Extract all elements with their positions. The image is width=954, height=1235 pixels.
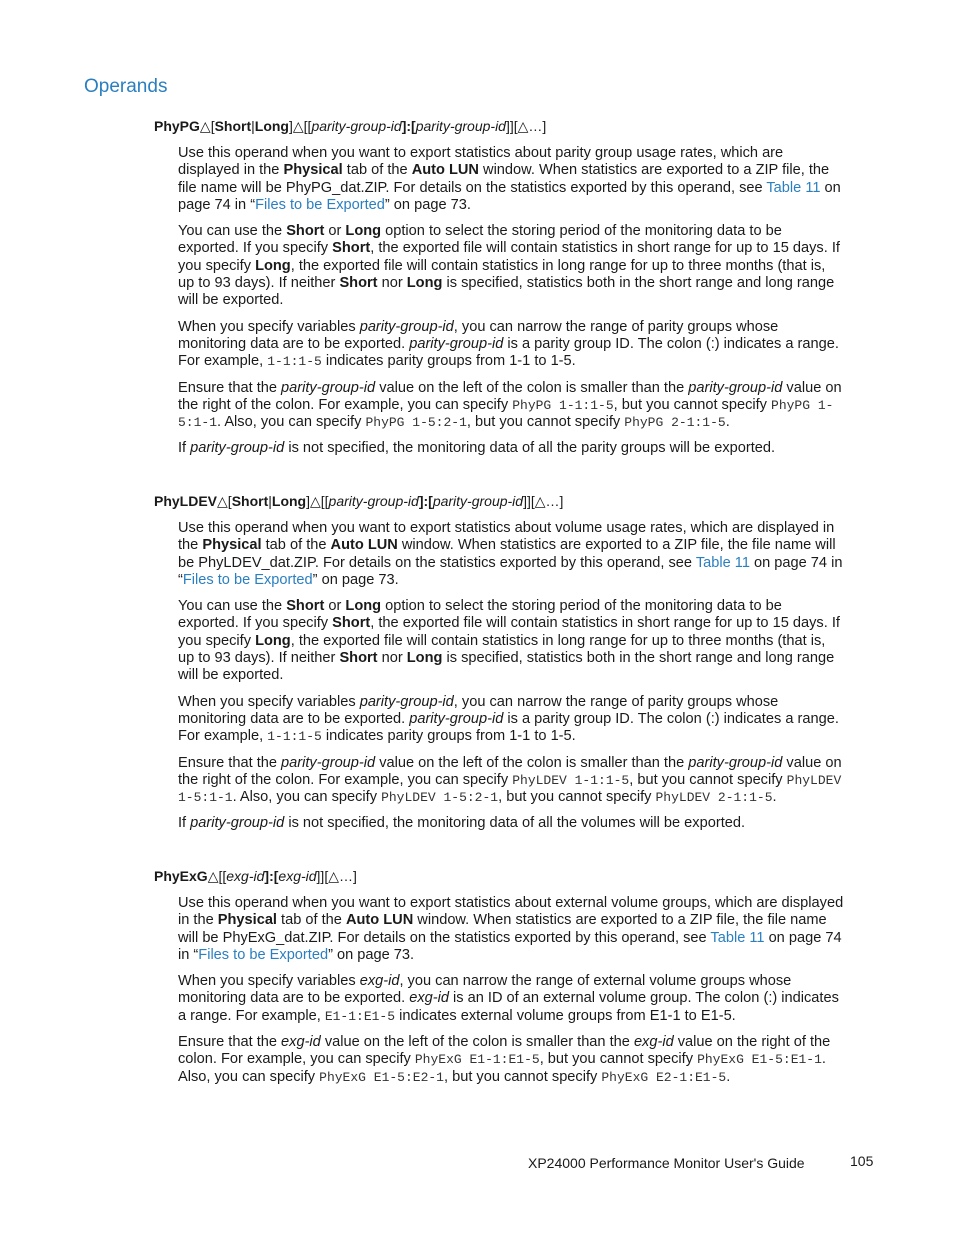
syntax-line: PhyExG△[[exg-id]:[exg-id]][△…]: [154, 868, 357, 884]
operand-phypg: [154, 117, 844, 467]
paragraph: Use this operand when you want to export statistics about external volume groups, which are displayed in the Physical tab of the Auto LUN window. When statistics are exported to a ZIP file, the file name will be PhyExG_dat.ZIP. For details on the statistics exported by this operand, see Table 11 on page 74 in “Files to be Exported” on page 73.: [178, 895, 844, 963]
section-heading: Operands: [84, 76, 168, 97]
paragraph: Ensure that the parity-group-id value on the left of the colon is smaller than the parity-group-id value on the right of the colon. For example, you can specify PhyPG 1-1:1-5, but you cannot specify PhyPG 1-5:1-1. Also, you can specify PhyPG 1-5:2-1, but you cannot specify PhyPG 2-1:1-5.: [178, 379, 842, 431]
syntax-line: PhyLDEV△[Short|Long]△[[parity-group-id]:[parity-group-id]][△…]: [154, 493, 564, 509]
files-to-be-exported-link[interactable]: Files to be Exported: [255, 196, 385, 213]
paragraph: You can use the Short or Long option to select the storing period of the monitoring data to be exported. If you specify Short, the exported file will contain statistics in short range for up to 15 days. If you specify Long, the exported file will contain statistics in long range for up to three months (that is, up to 93 days). If neither Short nor Long is specified, statistics both in the short range and long range will be exported.: [178, 598, 840, 684]
page-number: 105: [850, 1153, 874, 1169]
paragraph: If parity-group-id is not specified, the monitoring data of all the volumes will be exported.: [178, 815, 746, 832]
paragraph: Use this operand when you want to export statistics about volume usage rates, which are displayed in the Physical tab of the Auto LUN window. When statistics are exported to a ZIP file, the file name will be PhyLDEV_dat.ZIP. For details on the statistics exported by this operand, see Table 11 on page 74 in “Files to be Exported” on page 73.: [178, 520, 843, 588]
table-11-link[interactable]: Table 11: [710, 929, 765, 946]
paragraph: Use this operand when you want to export statistics about parity group usage rates, which are displayed in the Physical tab of the Auto LUN window. When statistics are exported to a ZIP file, the file name will be PhyPG_dat.ZIP. For details on the statistics exported by this operand, see Table 11 on page 74 in “Files to be Exported” on page 73.: [178, 145, 841, 213]
paragraph: You can use the Short or Long option to select the storing period of the monitoring data to be exported. If you specify Short, the exported file will contain statistics in short range for up to 15 days. If you specify Long, the exported file will contain statistics in long range for up to three months (that is, up to 93 days). If neither Short nor Long is specified, statistics both in the short range and long range will be exported.: [178, 223, 840, 309]
operand-phyldev: [154, 492, 844, 842]
table-11-link[interactable]: Table 11: [766, 179, 821, 196]
paragraph: If parity-group-id is not specified, the monitoring data of all the parity groups will be exported.: [178, 440, 776, 457]
paragraph: When you specify variables parity-group-id, you can narrow the range of parity groups whose monitoring data are to be exported. parity-group-id is a parity group ID. The colon (:) indicates a range. For example, 1-1:1-5 indicates parity groups from 1-1 to 1-5.: [178, 693, 839, 745]
paragraph: Ensure that the parity-group-id value on the left of the colon is smaller than the parity-group-id value on the right of the colon. For example, you can specify PhyLDEV 1-1:1-5, but you cannot specify PhyLDEV 1-5:1-1. Also, you can specify PhyLDEV 1-5:2-1, but you cannot specify PhyLDEV 2-1:1-5.: [178, 754, 842, 806]
table-11-link[interactable]: Table 11: [695, 554, 750, 571]
files-to-be-exported-link[interactable]: Files to be Exported: [198, 946, 329, 963]
paragraph: Ensure that the exg-id value on the left of the colon is smaller than the exg-id value on the right of the colon. For example, you can specify PhyExG E1-1:E1-5, but you cannot specify PhyExG E1-5:E1-1. Also, you can specify PhyExG E1-5:E2-1, but you cannot specify PhyExG E2-1:E1-5.: [178, 1034, 831, 1085]
operand-phyexg: [154, 867, 844, 1095]
paragraph: When you specify variables parity-group-id, you can narrow the range of parity groups whose monitoring data are to be exported. parity-group-id is a parity group ID. The colon (:) indicates a range. For example, 1-1:1-5 indicates parity groups from 1-1 to 1-5.: [178, 318, 839, 370]
syntax-line: PhyPG△[Short|Long]△[[parity-group-id]:[parity-group-id]][△…]: [154, 118, 547, 134]
footer-title: XP24000 Performance Monitor User's Guide: [528, 1155, 805, 1171]
files-to-be-exported-link[interactable]: Files to be Exported: [182, 571, 313, 588]
paragraph: When you specify variables exg-id, you can narrow the range of external volume groups whose monitoring data are to be exported. exg-id is an ID of an external volume group. The colon (:) indicates a range. For example, E1-1:E1-5 indicates external volume groups from E1-1 to E1-5.: [178, 973, 839, 1024]
